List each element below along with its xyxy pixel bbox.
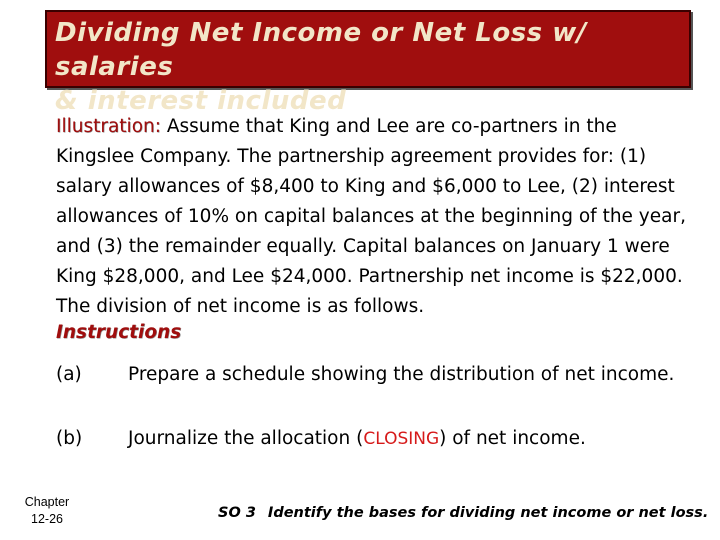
illustration-paragraph (56, 112, 696, 322)
study-objective-footer (218, 505, 708, 521)
slide-title-line-1: Dividing Net Income or Net Loss w/ salaries (55, 18, 587, 82)
study-objective-number: SO 3 (218, 505, 256, 521)
illustration-label: Illustration: (56, 116, 161, 137)
instruction-item-a (56, 360, 676, 390)
chapter-label (16, 494, 78, 528)
study-objective-text: Identify the bases for dividing net income or net loss. (267, 505, 709, 521)
slide-title-box (45, 10, 691, 116)
instruction-a-marker: (a) (56, 364, 82, 385)
instruction-item-b (56, 424, 676, 454)
slide-title (55, 16, 683, 118)
instruction-a-text: Prepare a schedule showing the distribution of net income. (128, 364, 675, 385)
chapter-number: 12-26 (31, 512, 63, 526)
illustration-text: Assume that King and Lee are co-partners in the Kingslee Company. The partnership agreement provides for: (1) salary allowances of $8,400 to King and $6,000 to Lee, (2) interest allowances of 10% on capital balances at the beginning of the year, and (3) the remainder equally. Capital balances on January 1 were King $28,000, and Lee $24,000. Partnership net income is $22,000. The division of net income is as follows. (56, 116, 686, 317)
instruction-b-text-before: Journalize the allocation ( (128, 428, 364, 449)
instruction-b-text-after: ) of net income. (439, 428, 586, 449)
chapter-label-line-1: Chapter (24, 495, 70, 509)
instructions-heading: Instructions (56, 322, 182, 343)
closing-highlight: CLOSING (363, 429, 440, 449)
slide-title-line-2: & interest included (55, 86, 347, 116)
instruction-b-marker: (b) (56, 428, 83, 449)
